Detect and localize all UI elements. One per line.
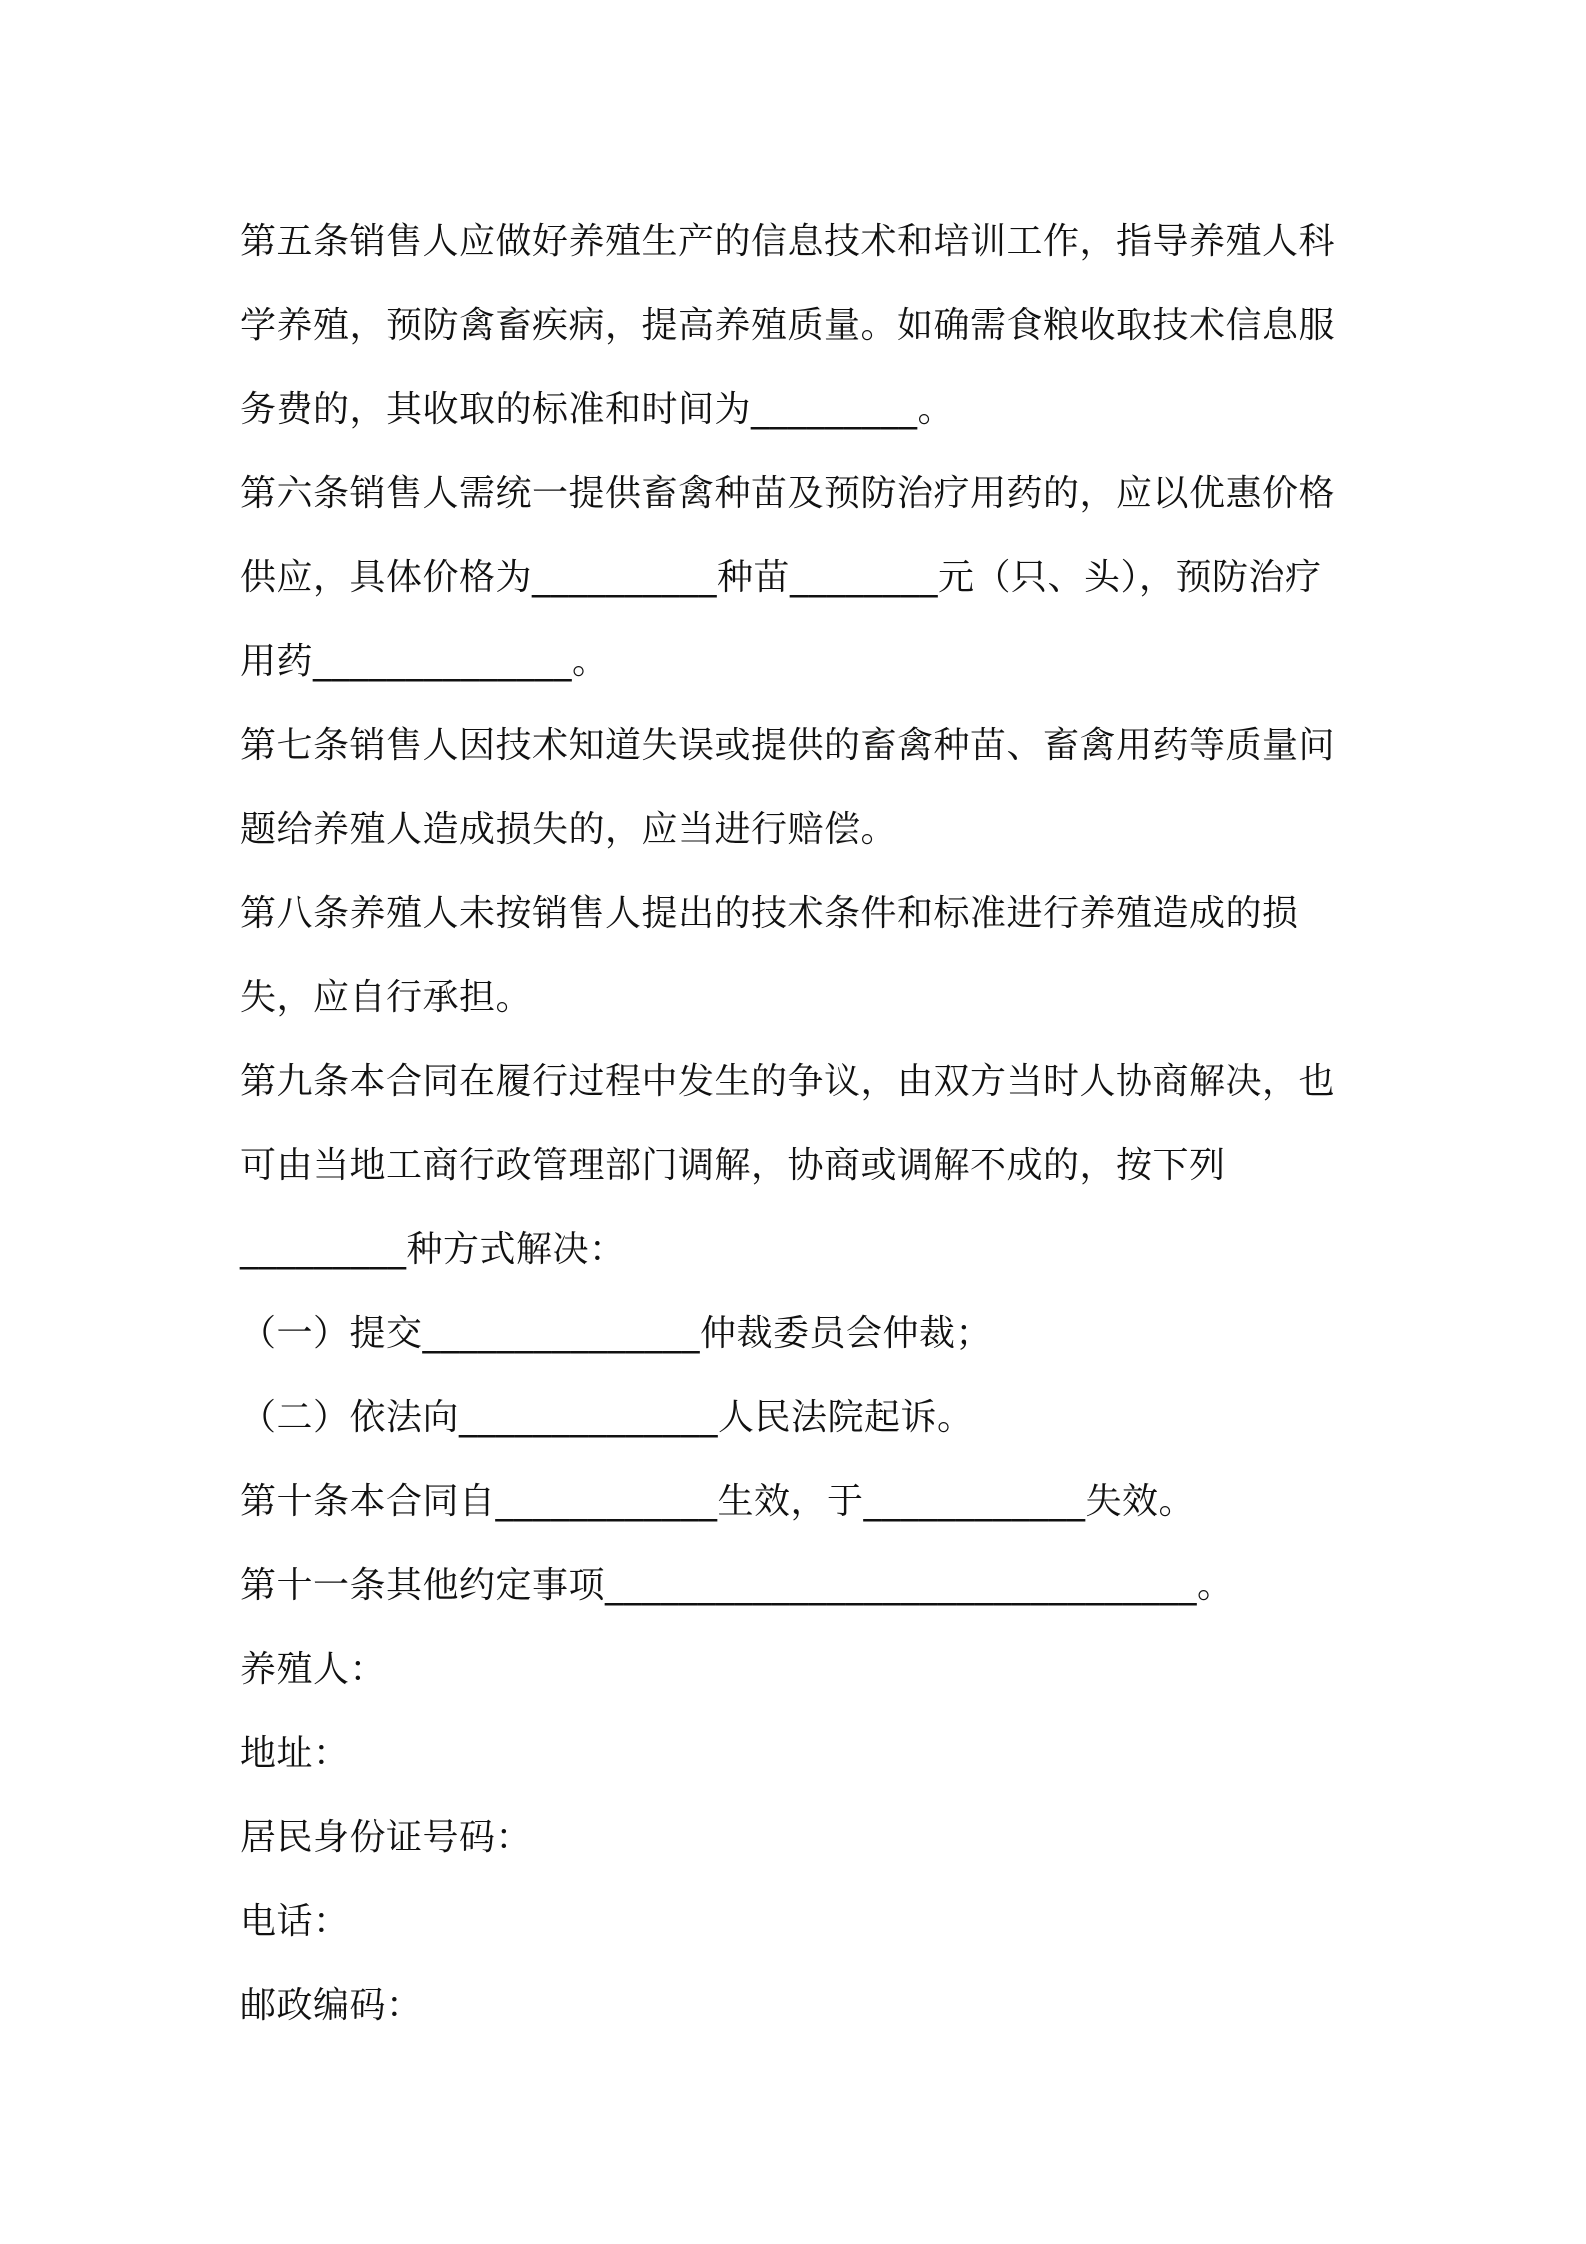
breeder-label: 养殖人：	[240, 1649, 387, 1690]
article-7-line-2: 题给养殖人造成损失的，应当进行赔偿。	[240, 809, 898, 850]
article-6-line-1: 第六条销售人需统一提供畜禽种苗及预防治疗用药的，应以优惠价格	[240, 473, 1336, 514]
document-body	[240, 200, 1360, 2048]
article-9-option-1: （一）提交_______________仲裁委员会仲裁；	[240, 1313, 993, 1354]
article-11: 第十一条其他约定事项________________________________。	[240, 1565, 1234, 1606]
phone-label: 电话：	[240, 1901, 350, 1942]
article-9-line-2: 可由当地工商行政管理部门调解，协商或调解不成的，按下列	[240, 1145, 1226, 1186]
article-10: 第十条本合同自____________生效，于____________失效。	[240, 1481, 1196, 1522]
article-9-line-1: 第九条本合同在履行过程中发生的争议，由双方当时人协商解决，也	[240, 1061, 1336, 1102]
article-8-line-2: 失，应自行承担。	[240, 977, 533, 1018]
article-6-line-2: 供应，具体价格为__________种苗________元（只、头），预防治疗	[240, 557, 1322, 598]
article-5-line-3: 务费的，其收取的标准和时间为_________。	[240, 389, 955, 430]
article-7-line-1: 第七条销售人因技术知道失误或提供的畜禽种苗、畜禽用药等质量问	[240, 725, 1336, 766]
article-5-line-1: 第五条销售人应做好养殖生产的信息技术和培训工作，指导养殖人科	[240, 221, 1336, 262]
article-9-option-2: （二）依法向______________人民法院起诉。	[240, 1397, 974, 1438]
postal-code-label: 邮政编码：	[240, 1985, 423, 2026]
article-5-line-2: 学养殖，预防禽畜疾病，提高养殖质量。如确需食粮收取技术信息服	[240, 305, 1336, 346]
article-9-line-3: _________种方式解决：	[240, 1229, 626, 1270]
article-8-line-1: 第八条养殖人未按销售人提出的技术条件和标准进行养殖造成的损	[240, 893, 1299, 934]
article-6-line-3: 用药______________。	[240, 641, 609, 682]
address-label: 地址：	[240, 1733, 350, 1774]
id-number-label: 居民身份证号码：	[240, 1817, 533, 1858]
